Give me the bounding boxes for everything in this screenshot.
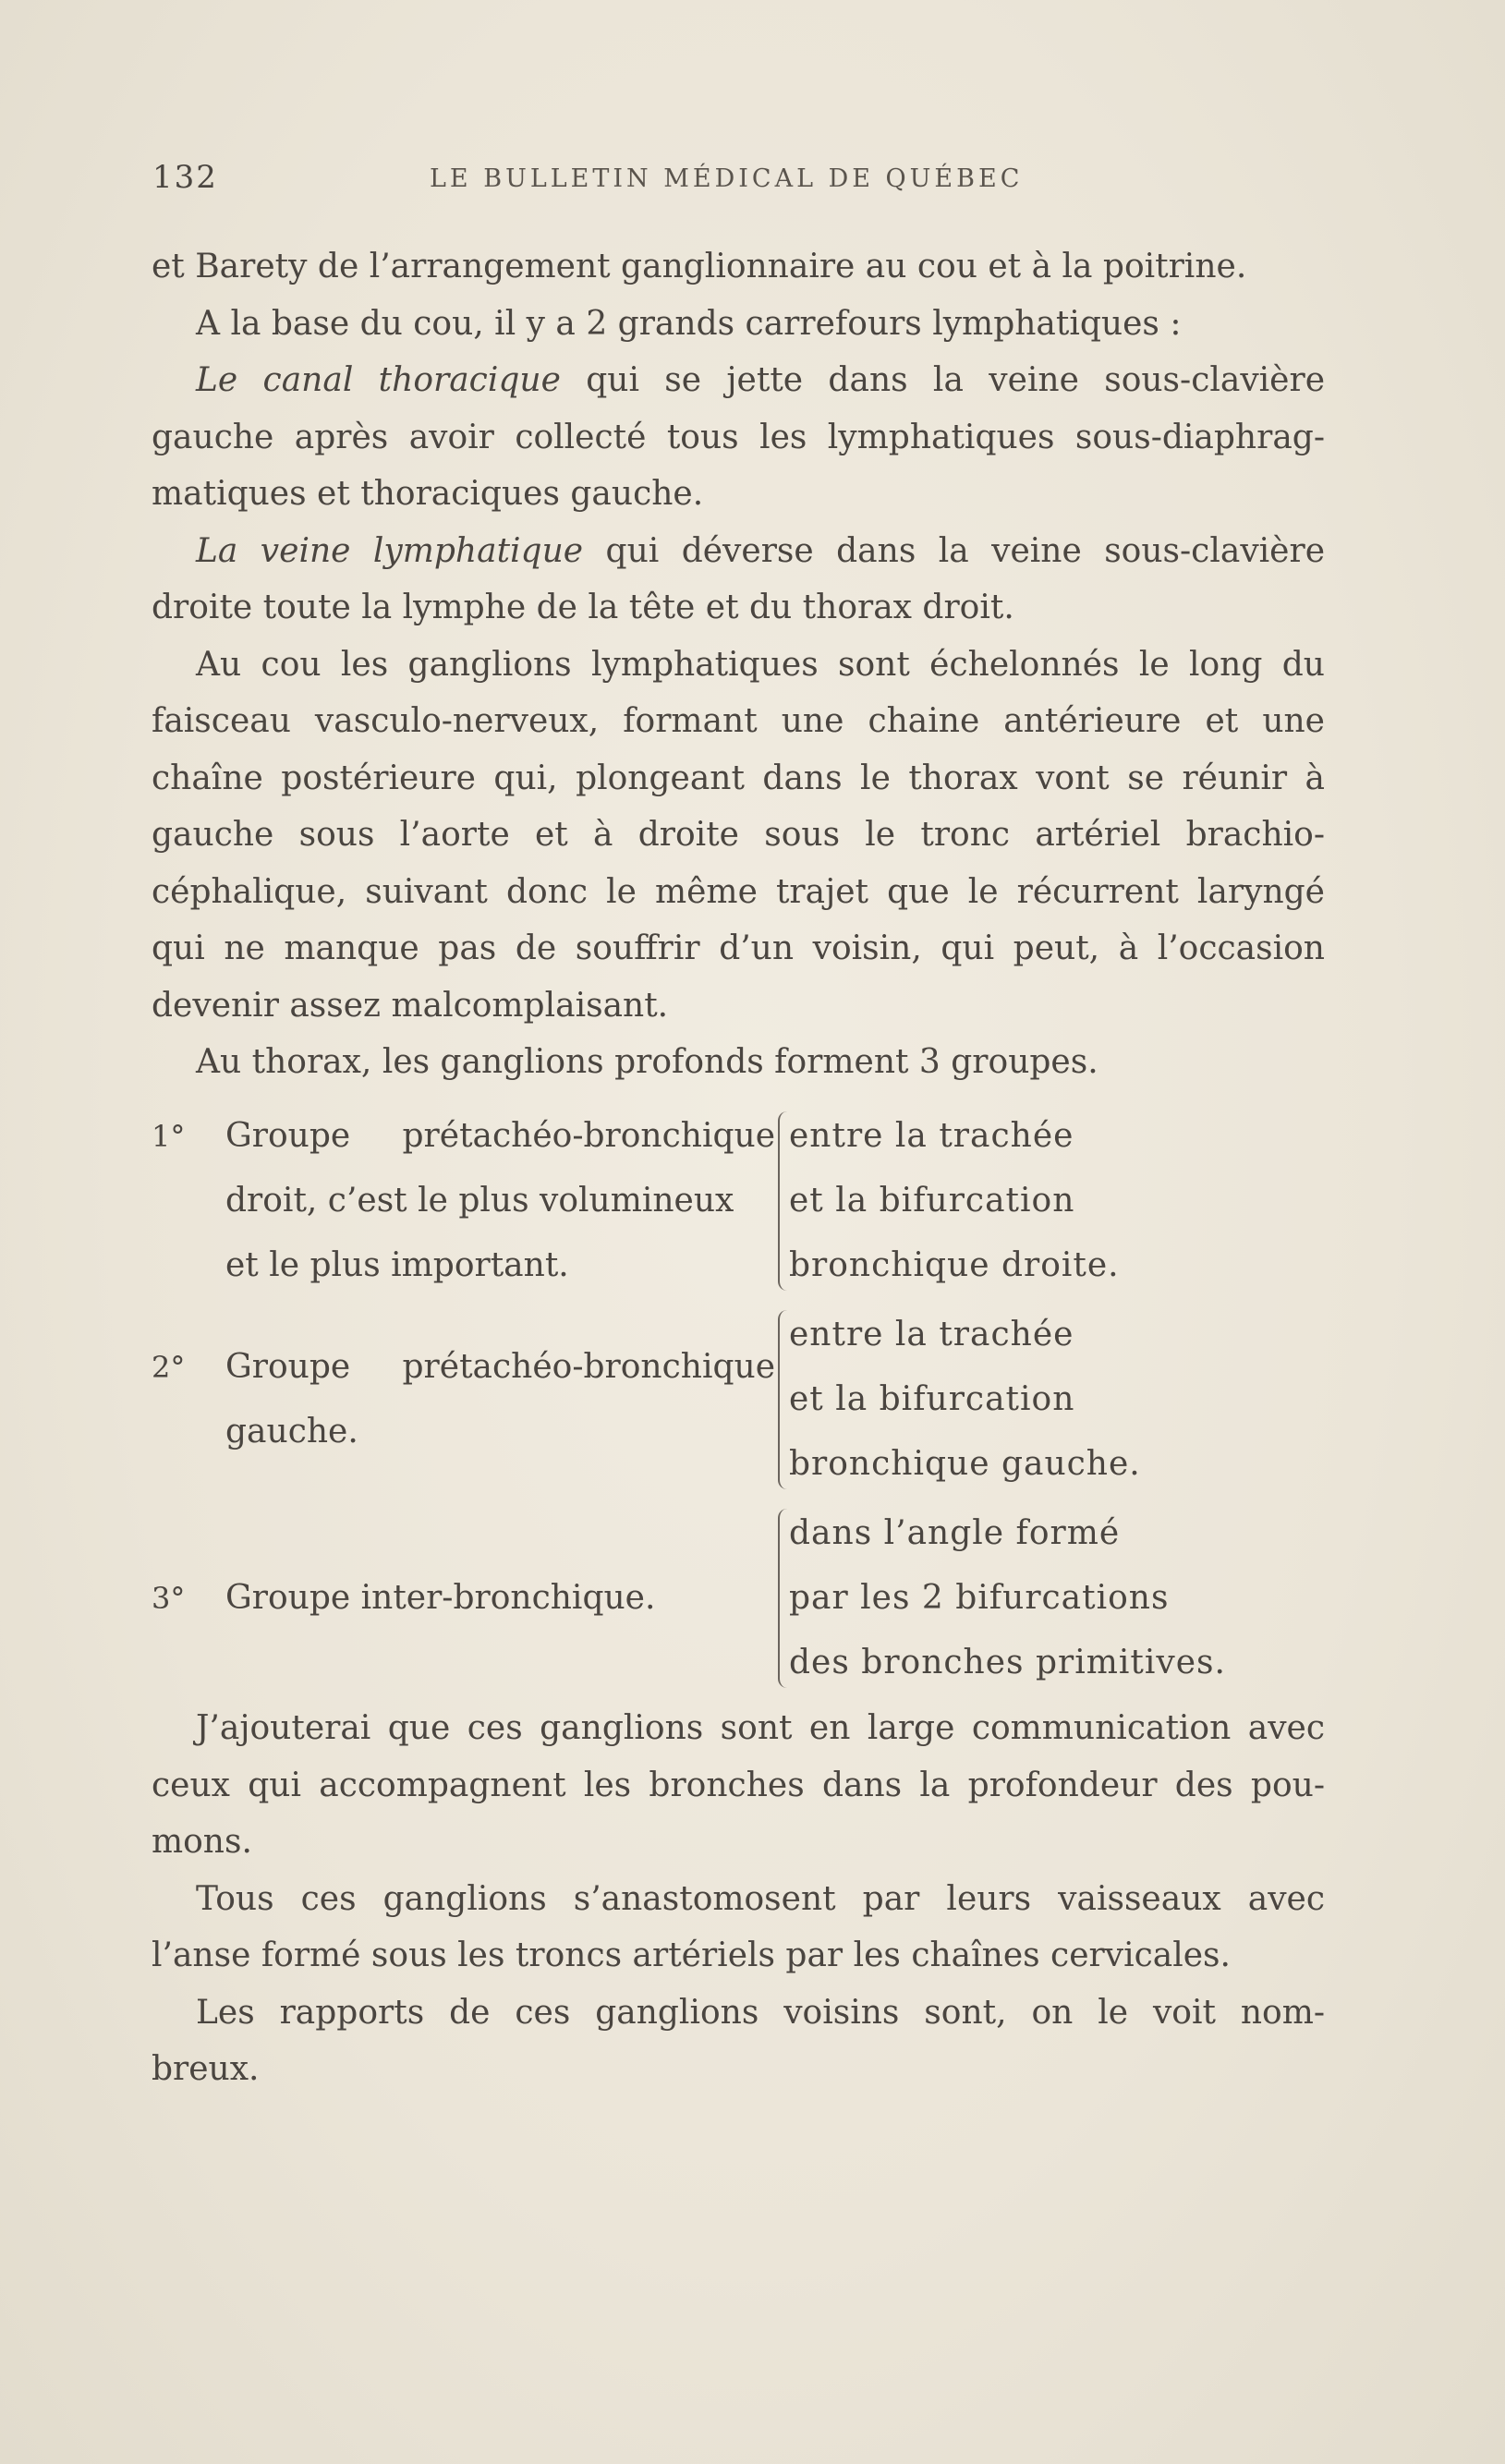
- line-text: qui déverse dans la veine sous-clavière: [583, 531, 1325, 570]
- line-text: gauche après avoir collecté tous les lymphatiques sous-diaphrag-: [152, 418, 1325, 456]
- body-text: [152, 238, 1325, 1091]
- group-location-line: par les 2 bifurcations: [789, 1579, 1170, 1617]
- line-text: Au cou les ganglions lymphatiques sont échelonnés le long du: [196, 645, 1325, 684]
- group-description-line: Groupe prétachéo-bronchique: [225, 1117, 775, 1155]
- ganglion-groups: [152, 1104, 1325, 1681]
- group-description-line: et le plus important.: [225, 1246, 569, 1284]
- text-line: [152, 579, 1325, 637]
- italic-term: La veine lymphatique: [196, 531, 584, 570]
- brace: [778, 1509, 789, 1688]
- group-location: [789, 1303, 1306, 1497]
- group-location-line: dans l’angle formé: [789, 1514, 1121, 1552]
- text-line: [152, 977, 1325, 1035]
- text-line: [152, 750, 1325, 807]
- paragraph: [152, 352, 1325, 523]
- text-line: [152, 864, 1325, 921]
- line-text: Au thorax, les ganglions profonds forment 3 groupes.: [196, 1043, 1098, 1081]
- text-line: [152, 1757, 1325, 1815]
- group-number: 1°: [152, 1119, 186, 1154]
- text-line: [152, 409, 1325, 467]
- group-description-line: droit, c’est le plus volumineux: [225, 1182, 734, 1220]
- text-line: [152, 1814, 1325, 1871]
- text-line: [152, 1034, 1325, 1091]
- line-text: ceux qui accompagnent les bronches dans la profondeur des pou-: [152, 1766, 1325, 1804]
- line-text: breux.: [152, 2050, 260, 2088]
- paragraph: [152, 1034, 1325, 1091]
- group-location-line: et la bifurcation: [789, 1380, 1075, 1418]
- text-line: [152, 637, 1325, 694]
- text-line: [152, 1985, 1325, 2042]
- ganglion-group: [152, 1501, 1325, 1695]
- brace: [778, 1310, 789, 1489]
- group-location: [789, 1104, 1306, 1298]
- ganglion-group: [152, 1303, 1325, 1497]
- line-text: céphalique, suivant donc le même trajet que le récurrent laryngé: [152, 872, 1325, 911]
- group-location-line: entre la trachée: [789, 1316, 1074, 1353]
- group-location-line: et la bifurcation: [789, 1182, 1075, 1220]
- paragraph: [152, 238, 1325, 296]
- text-line: [152, 807, 1325, 864]
- group-description-line: Groupe prétachéo-bronchique: [225, 1348, 775, 1386]
- group-description-line: gauche.: [225, 1413, 358, 1450]
- text-line: [152, 693, 1325, 750]
- group-number: 3°: [152, 1581, 186, 1616]
- paragraph: [152, 637, 1325, 1035]
- line-text: mons.: [152, 1823, 252, 1861]
- group-location-line: bronchique droite.: [789, 1246, 1120, 1284]
- ganglion-group: [152, 1104, 1325, 1298]
- page-header: [152, 159, 1326, 205]
- group-location-line: entre la trachée: [789, 1117, 1074, 1155]
- paragraph: [152, 523, 1325, 637]
- text-line: [152, 1871, 1325, 1928]
- line-text: gauche sous l’aorte et à droite sous le tronc artériel brachio-: [152, 816, 1325, 854]
- running-head: LE BULLETIN MÉDICAL DE QUÉBEC: [430, 164, 1024, 193]
- page-number: 132: [152, 159, 218, 196]
- line-text: devenir assez malcomplaisant.: [152, 986, 669, 1025]
- line-text: J’ajouterai que ces ganglions sont en large communication avec: [196, 1709, 1325, 1747]
- paragraph: [152, 1985, 1325, 2098]
- line-text: A la base du cou, il y a 2 grands carrefours lymphatiques :: [196, 304, 1182, 343]
- group-number: 2°: [152, 1350, 186, 1385]
- tail-text: [152, 1700, 1325, 2098]
- italic-term: Le canal thoracique: [196, 361, 561, 399]
- brace: [778, 1111, 789, 1291]
- text-line: [152, 1927, 1325, 1985]
- group-location-line: bronchique gauche.: [789, 1445, 1141, 1483]
- group-description-line: Groupe inter-bronchique.: [225, 1579, 656, 1617]
- line-text: et Barety de l’arrangement ganglionnaire au cou et à la poitrine.: [152, 248, 1247, 285]
- line-text: droite toute la lymphe de la tête et du thorax droit.: [152, 589, 1014, 626]
- text-line: [152, 920, 1325, 977]
- text-line: [152, 523, 1325, 580]
- text-line: [152, 2041, 1325, 2098]
- line-text: qui se jette dans la veine sous-clavière: [560, 361, 1326, 399]
- paragraph: [152, 1700, 1325, 1871]
- text-line: [152, 296, 1325, 353]
- group-location-line: des bronches primitives.: [789, 1644, 1226, 1681]
- line-text: chaîne postérieure qui, plongeant dans le thorax vont se réunir à: [152, 759, 1325, 797]
- line-text: matiques et thoraciques gauche.: [152, 475, 704, 513]
- text-line: [152, 466, 1325, 523]
- text-line: [152, 1700, 1325, 1757]
- line-text: faisceau vasculo-nerveux, formant une chaine antérieure et une: [152, 702, 1325, 740]
- line-text: Les rapports de ces ganglions voisins sont, on le voit nom-: [196, 1993, 1325, 2032]
- paragraph: [152, 1871, 1325, 1985]
- text-line: [152, 352, 1325, 409]
- paragraph: [152, 296, 1325, 353]
- line-text: l’anse formé sous les troncs artériels par les chaînes cervicales.: [152, 1936, 1231, 1974]
- line-text: qui ne manque pas de souffrir d’un voisin, qui peut, à l’occasion: [152, 929, 1325, 967]
- text-line: [152, 238, 1325, 296]
- line-text: Tous ces ganglions s’anastomosent par leurs vaisseaux avec: [196, 1879, 1325, 1918]
- group-location: [789, 1501, 1306, 1695]
